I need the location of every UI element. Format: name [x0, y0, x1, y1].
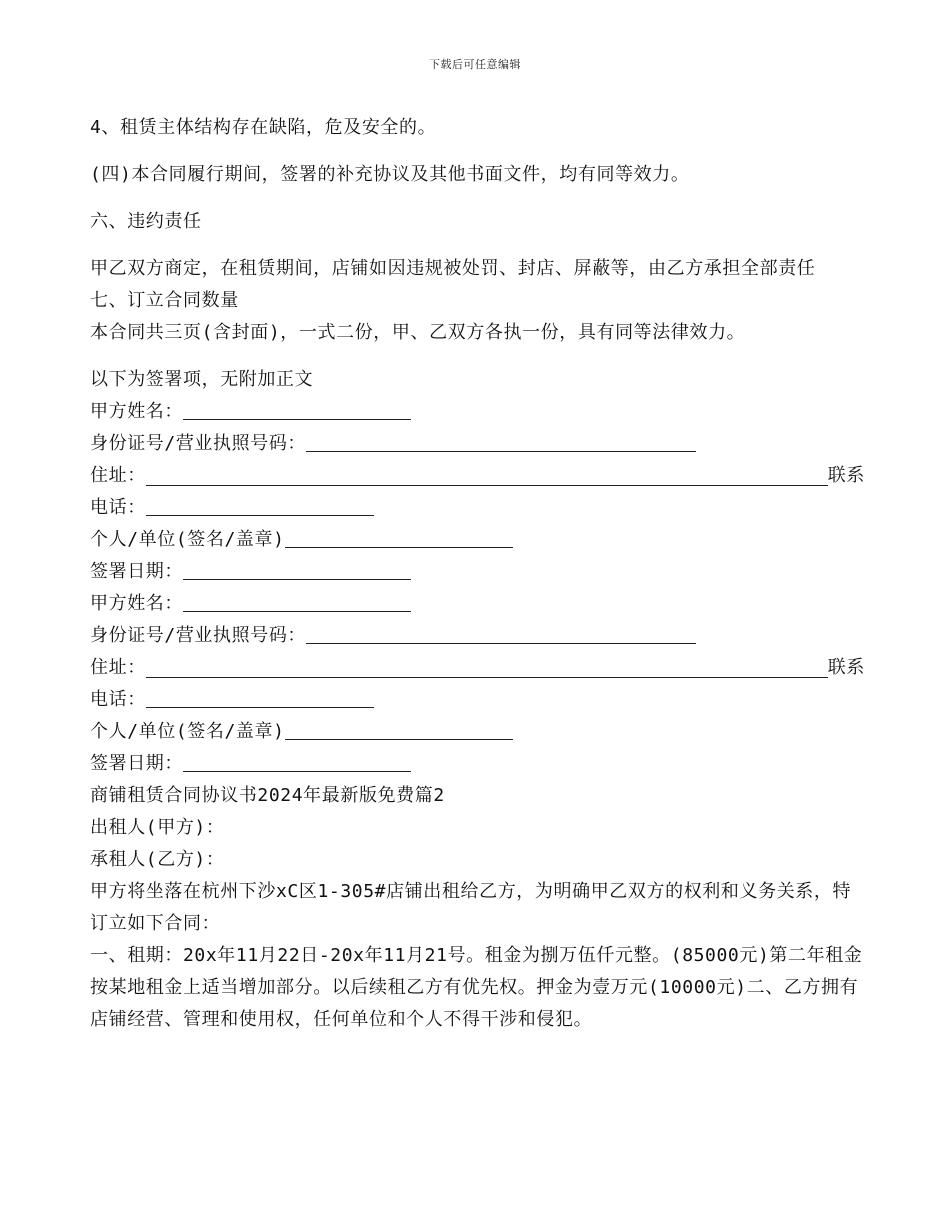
lessor-label: 出租人(甲方)：	[90, 817, 225, 838]
contract2-intro: 甲方将坐落在杭州下沙xC区1-305#店铺出租给乙方，为明确甲乙双方的权利和义务关系，特订立如下合同：	[90, 881, 852, 934]
party-a-name-field-2[interactable]	[183, 593, 411, 612]
address-row	[90, 460, 865, 492]
sign-date-field-2[interactable]	[183, 753, 411, 772]
count-title: 七、订立合同数量	[90, 290, 239, 311]
party-a-name-row	[90, 396, 865, 428]
address-field[interactable]	[146, 467, 828, 486]
address-field-2[interactable]	[146, 659, 828, 678]
party-a-name-label: 甲方姓名：	[90, 401, 183, 422]
signature-intro: 以下为签署项，无附加正文	[90, 369, 314, 390]
signature-row-2	[90, 716, 865, 748]
count-text: 本合同共三页(含封面)，一式二份，甲、乙双方各执一份，具有同等法律效力。	[90, 322, 746, 343]
contract2-term: 一、租期：20x年11月22日-20x年11月21号。租金为捌万伍仟元整。(85000元)第二年租金按某地租金上适当增加部分。以后续租乙方有优先权。押金为壹万元(10000元)二、乙方拥有店铺经营、管理和使用权，任何单位和个人不得干涉和侵犯。	[90, 945, 863, 1030]
id-number-field[interactable]	[306, 433, 696, 452]
id-number-label-2: 身份证号/营业执照号码：	[90, 625, 307, 646]
address-label: 住址：	[90, 465, 146, 486]
phone-row-2	[90, 684, 865, 716]
lessee-label: 承租人(乙方)：	[90, 849, 225, 870]
signature-label: 个人/单位(签名/盖章)	[90, 529, 285, 550]
address-row-2	[90, 652, 865, 684]
document-body	[90, 112, 865, 1036]
signature-field[interactable]	[285, 529, 513, 548]
party-a-name-field[interactable]	[183, 401, 411, 420]
clause-four: (四)本合同履行期间，签署的补充协议及其他书面文件，均有同等效力。	[90, 164, 690, 185]
signature-row	[90, 524, 865, 556]
contact-label-2: 联系	[827, 657, 865, 678]
phone-row	[90, 492, 865, 524]
sign-date-label-2: 签署日期：	[90, 753, 183, 774]
sign-date-row-2	[90, 748, 865, 780]
id-number-row	[90, 428, 865, 460]
phone-field-2[interactable]	[146, 689, 374, 708]
contract2-title: 商铺租赁合同协议书2024年最新版免费篇2	[90, 785, 445, 806]
phone-label: 电话：	[90, 497, 146, 518]
page-header: 下载后可任意编辑	[429, 58, 521, 71]
id-number-label: 身份证号/营业执照号码：	[90, 433, 307, 454]
sign-date-field[interactable]	[183, 561, 411, 580]
breach-text: 甲乙双方商定，在租赁期间，店铺如因违规被处罚、封店、屏蔽等，由乙方承担全部责任	[90, 258, 816, 279]
id-number-row-2	[90, 620, 865, 652]
breach-title: 六、违约责任	[90, 211, 202, 232]
id-number-field-2[interactable]	[306, 625, 696, 644]
phone-label-2: 电话：	[90, 689, 146, 710]
contact-label: 联系	[827, 465, 865, 486]
address-label-2: 住址：	[90, 657, 146, 678]
signature-field-2[interactable]	[285, 721, 513, 740]
clause-4: 4、租赁主体结构存在缺陷，危及安全的。	[90, 117, 437, 138]
sign-date-row	[90, 556, 865, 588]
phone-field[interactable]	[146, 497, 374, 516]
sign-date-label: 签署日期：	[90, 561, 183, 582]
signature-label-2: 个人/单位(签名/盖章)	[90, 721, 285, 742]
party-a-name-row-2	[90, 588, 865, 620]
party-a-name-label-2: 甲方姓名：	[90, 593, 183, 614]
